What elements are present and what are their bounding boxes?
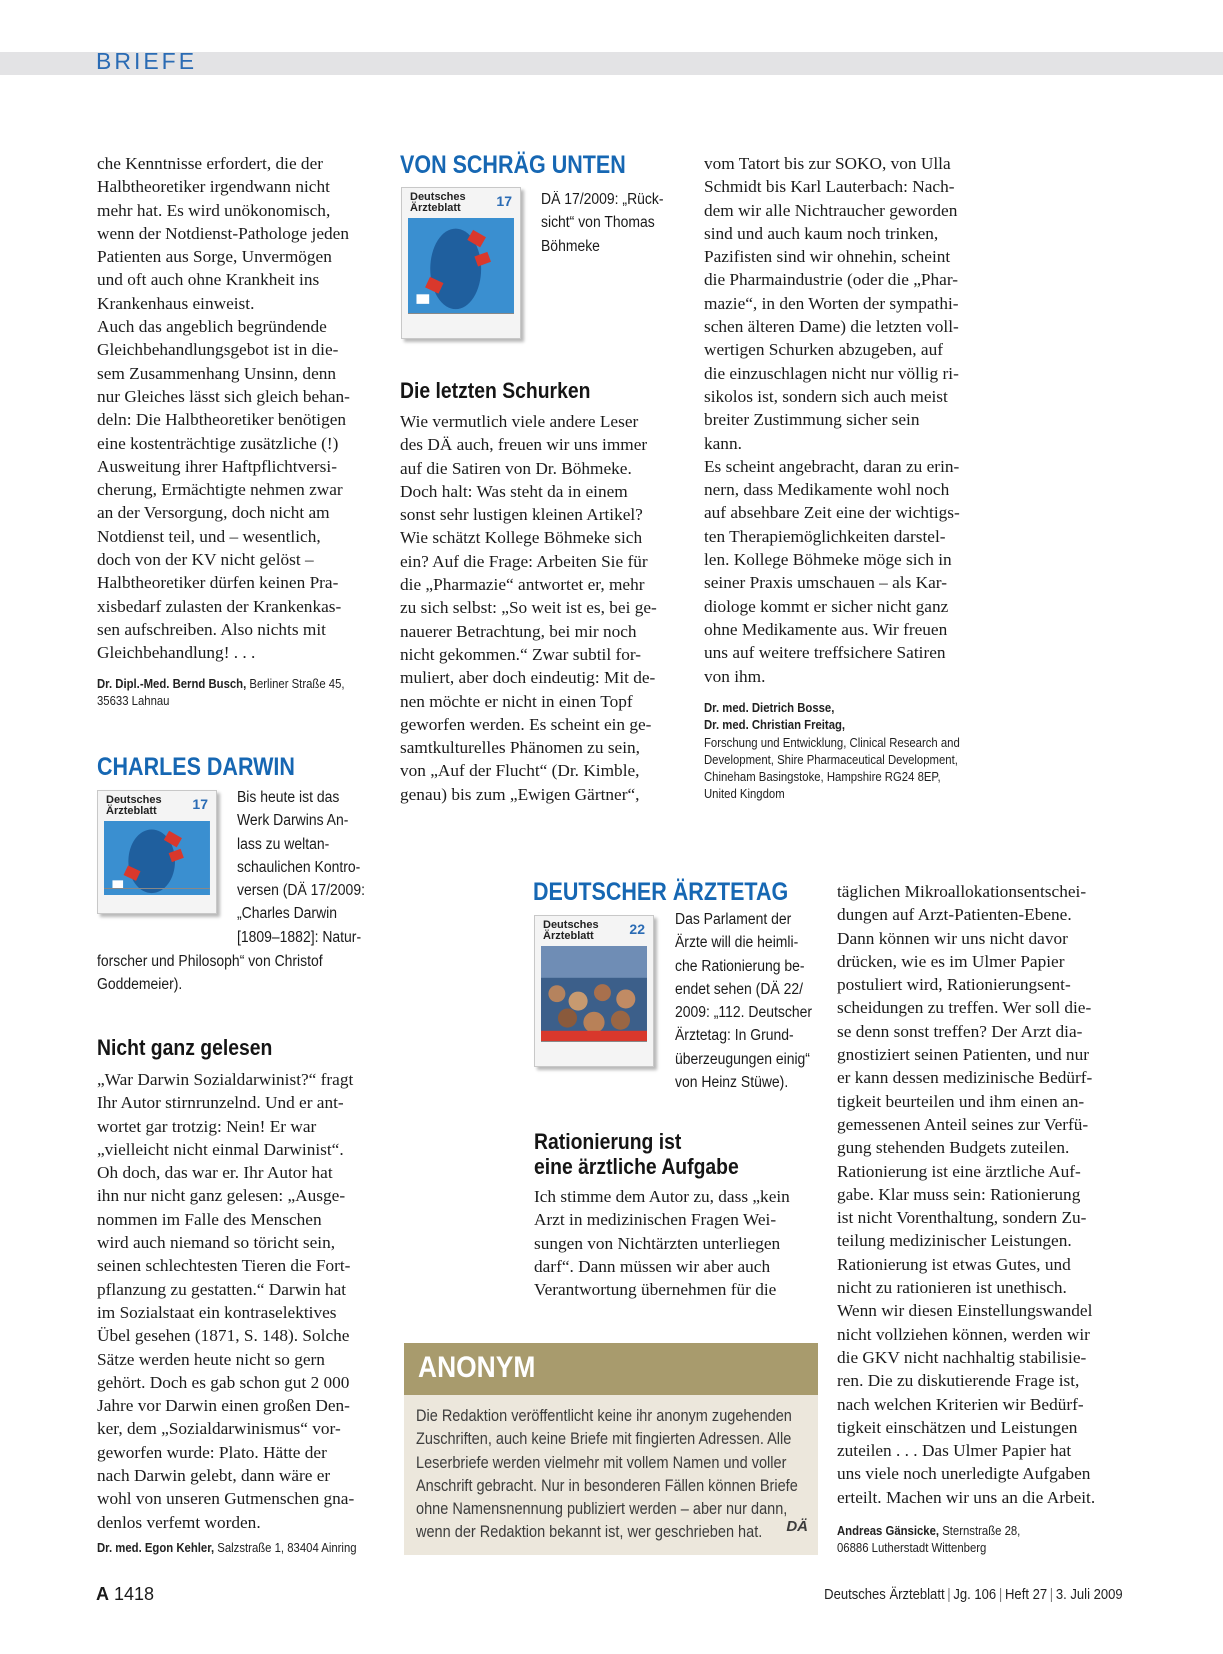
article-reference: DÄ 17/2009: „Rück- sicht“ von Thomas Böhmeke bbox=[541, 191, 664, 255]
page-prefix: A bbox=[96, 1584, 109, 1604]
signature-name: Dr. med. Egon Kehler, bbox=[97, 1541, 215, 1555]
signature-address: Berliner Straße 45, bbox=[246, 677, 345, 691]
signature-name: Andreas Gänsicke, bbox=[837, 1524, 940, 1538]
letter-bosse-freitag-continued bbox=[704, 152, 1004, 688]
section-title-darwin: CHARLES DARWIN bbox=[97, 753, 295, 781]
letter-kehler bbox=[97, 1068, 397, 1534]
cover-issue: 22 bbox=[629, 921, 645, 937]
cover-brand: Deutsches Ärzteblatt bbox=[106, 794, 162, 817]
headline-schraeg: Die letzten Schurken bbox=[400, 378, 591, 403]
letter-gaensicke bbox=[534, 1185, 834, 1301]
cover-art-face bbox=[104, 821, 210, 895]
letter-text: che Kenntnisse erfordert, die der Halbtheoretiker irgendwann nicht mehr hat. Es wird unökonomisch, wenn der Notdienst-Pathologe jeden Patienten aus Sorge, Unvermögen und oft auch ohne Krankheit ins Krankenhaus einweist. Auch das angeblich begründende Gleichbehandlungsgebot ist in die- sem Zusammenhang Unsinn, denn nur Gleiches lässt sich gleich behan- deln: Die Halbtheoretiker benötigen eine kostenträchtige zusätzliche (!) Ausweitung ihrer Haftpflichtversi- cherung, Ermächtigte nehmen zwar an der Versorgung, doch nicht am Notdienst teil, und – wesentlich, doch von der KV nicht gelöst – Halbtheoretiker dürfen keinen Pra- xisbedarf zulasten der Krankenkas- sen aufschreiben. Also nichts mit Gleichbehandlung! . . . bbox=[97, 154, 350, 663]
letter-text: täglichen Mikroallokationsentschei- dungen auf Arzt-Patienten-Ebene. Dann können wir uns nicht davor drücken, wie es im Ulmer Papier postuliert wird, Rationierungsent- scheidungen zu treffen. Wer soll die- se denn sonst treffen? Der Arzt dia- gnostiziert seinen Patienten, und nur er kann dessen medizinische Bedürf- tigkeit beurteilen und ihm einen an- gemessenen Anteil seines zur Verfü- gung stehenden Budgets zuteilen. Rationierung ist eine ärztliche Auf- gabe. Klar muss sein: Rationierung ist nicht Vorenthaltung, sondern Zu- teilung medizinischer Leistungen. Rationierung ist etwas Gutes, und nicht zu rationieren ist unethisch. Wenn wir diesen Einstellungswandel nicht vollziehen können, werden wir die GKV nicht nachhaltig stabilisie- ren. Die zu diskutierende Frage ist, nach welchen Kriterien wir Bedürf- tigkeit einschätzen und Leistungen zuteilen . . . Das Ulmer Papier hat uns viele noch unerledigte Aufgaben erteilt. Machen wir uns an die Arbeit. bbox=[837, 882, 1096, 1507]
publication-volume: Jg. 106 bbox=[953, 1587, 997, 1603]
magazine-cover-schraeg bbox=[401, 187, 521, 339]
letter-text: „War Darwin Sozialdarwinist?“ fragt Ihr Autor stirnrunzelnd. Und er ant- wortet gar trotzig: Nein! Er war „vielleicht nicht einmal Darwinist“. Oh doch, das war er. Ihr Autor hat ihn nur nicht ganz gelesen: „Ausge- nommen im Falle des Menschen wird auch niemand so töricht sein, seinen schlechtesten Tieren die Fort- pflanzung zu gestatten.“ Darwin hat im Sozialstaat ein kontraselektives Übel gesehen (1871, S. 148). Solche Sätze werden heute nicht so gern gehört. Doch es gab schon gut 2 000 Jahre vor Darwin einen großen Den- ker, dem „Sozialdarwinismus“ vor- geworfen wurde: Plato. Hätte der nach Darwin gelebt, dann wäre er wohl von unseren Gutmenschen gna- denlos verfemt worden. bbox=[97, 1070, 355, 1532]
cover-brand: Deutsches Ärzteblatt bbox=[543, 919, 599, 942]
letter-bosse-freitag bbox=[400, 410, 700, 806]
page-number-value: 1418 bbox=[114, 1584, 155, 1604]
signature-name: Dr. med. Christian Freitag, bbox=[704, 718, 846, 733]
column-1-continued bbox=[97, 152, 397, 665]
anonym-title: ANONYM bbox=[418, 1351, 536, 1384]
article-reference-wrapped: Bis heute ist das Werk Darwins An- lass zu weltan- schaulichen Kontro- versen (DÄ 17/2009: „Charles Darwin [1809–1882]: Natur- bbox=[237, 789, 365, 946]
anonym-box bbox=[404, 1343, 818, 1555]
cover-art-crowd bbox=[541, 946, 647, 1041]
signature-name: Dr. med. Dietrich Bosse, bbox=[704, 701, 835, 715]
letter-text: Wie vermutlich viele andere Leser des DÄ auch, freuen wir uns immer auf die Satiren von Dr. Böhmeke. Doch halt: Was steht da in einem sonst sehr lustigen kleinen Artikel? Wie schätzt Kollege Böhmeke sich ein? Auf die Frage: Arbeiten Sie für die „Pharmazie“ antwortet er, mehr zu sich selbst: „So weit ist es, bei ge- nauerer Betrachtung, bei mir noch nicht gekommen.“ Zwar subtil for- muliert, aber doch eindeutig: Mit de- nen möchte er nicht in einen Topf geworfen werden. Es scheint ein ge- samtkulturelles Phänomen zu sein, von „Auf der Flucht“ (Dr. Kimble, genau) bis zum „Ewigen Gärtner“, bbox=[400, 412, 657, 804]
publication-issue: Heft 27 bbox=[1005, 1587, 1048, 1603]
headline-darwin: Nicht ganz gelesen bbox=[97, 1035, 273, 1060]
signature-address: Salzstraße 1, 83404 Ainring bbox=[214, 1541, 357, 1555]
article-reference: forscher und Philosoph“ von Christof Goddemeier). bbox=[97, 953, 323, 994]
letter-text: Ich stimme dem Autor zu, dass „kein Arzt in medizinischen Fragen Wei- sungen von Nichtärzten unterliegen darf“. Dann müssen wir aber auch Verantwortung übernehmen für die bbox=[534, 1187, 790, 1300]
section-label: BRIEFE bbox=[96, 48, 198, 74]
section-title-schraeg: VON SCHRÄG UNTEN bbox=[400, 151, 626, 179]
publication-date: 3. Juli 2009 bbox=[1056, 1587, 1123, 1603]
magazine-cover-darwin bbox=[97, 790, 217, 914]
signature-city: 06886 Lutherstadt Wittenberg bbox=[837, 1541, 987, 1556]
signature-gaensicke bbox=[837, 1523, 1107, 1558]
letter-gaensicke-continued bbox=[837, 880, 1137, 1509]
cover-issue: 17 bbox=[192, 796, 208, 812]
cover-footer bbox=[541, 1041, 647, 1060]
page-number bbox=[96, 1584, 154, 1605]
section-title-aerztetag: DEUTSCHER ÄRZTETAG bbox=[533, 878, 789, 906]
letter-text: vom Tatort bis zur SOKO, von Ulla Schmidt bis Karl Lauterbach: Nach- dem wir alle Nichtraucher geworden sind und auch kaum noch trinken, Pazifisten sind wir ohnehin, scheint die Pharmaindustrie (oder die „Phar- mazie“, in den Worten der sympathi- schen älteren Dame) die letzten voll- wertigen Schurken abzugeben, auf die einzuschlagen nicht nur völlig ri- sikolos ist, sondern sich auch meist breiter Zustimmung sicher sein kann. Es scheint angebracht, daran zu erin- nern, dass Medikamente wohl noch auf absehbare Zeit eine der wichtigs- ten Therapiemöglichkeiten darstel- len. Kollege Böhmeke möge sich in seiner Praxis umschauen – als Kar- diologe kommt er sicher nicht ganz ohne Medikamente aus. Wir freuen uns auf weitere treffsichere Satiren von ihm. bbox=[704, 154, 960, 686]
signature-city: 35633 Lahnau bbox=[97, 694, 170, 709]
cover-art-face bbox=[408, 218, 514, 313]
signature-name: Dr. Dipl.-Med. Bernd Busch, bbox=[97, 677, 247, 691]
signature-address: Sternstraße 28, bbox=[939, 1524, 1021, 1538]
anonym-mark: DÄ bbox=[786, 1518, 808, 1535]
anonym-text: Die Redaktion veröffentlicht keine ihr anonym zugehenden Zuschriften, auch keine Briefe mit fingierten Adressen. Alle Leserbriefe werden vielmehr mit vollem Namen und voller Anschrift gebracht. Nur in besonderen Fällen können Briefe ohne Namensnennung publiziert werden – aber nur dann, wenn der Redaktion bekannt ist, wer geschrieben hat. bbox=[416, 1407, 798, 1542]
cover-issue: 17 bbox=[496, 193, 512, 209]
publication-info: Deutsches Ärzteblatt | Jg. 106 | Heft 27 | 3. Juli 2009 bbox=[824, 1587, 1123, 1603]
signature-kehler bbox=[97, 1540, 367, 1557]
signature-busch bbox=[97, 676, 367, 711]
cover-footer bbox=[408, 313, 514, 332]
signature-address: Forschung und Entwicklung, Clinical Research and Development, Shire Pharmaceutical Development, Chineham Basingstoke, Hampshire RG24 8EP, United Kingdom bbox=[704, 735, 960, 802]
publication-name: Deutsches Ärzteblatt bbox=[824, 1587, 945, 1603]
cover-footer bbox=[104, 888, 210, 907]
cover-brand: Deutsches Ärzteblatt bbox=[410, 191, 466, 214]
anonym-header bbox=[404, 1343, 818, 1395]
signature-bosse-freitag bbox=[704, 700, 974, 804]
article-reference: Das Parlament der Ärzte will die heimli- che Rationierung be- endet sehen (DÄ 22/ 2009: „112. Deutscher Ärztetag: In Grund- überzeugungen einig“ von Heinz Stüwe). bbox=[675, 911, 813, 1092]
magazine-cover-aerztetag bbox=[534, 915, 654, 1067]
headline-aerztetag: Rationierung ist eine ärztliche Aufgabe bbox=[534, 1129, 739, 1179]
